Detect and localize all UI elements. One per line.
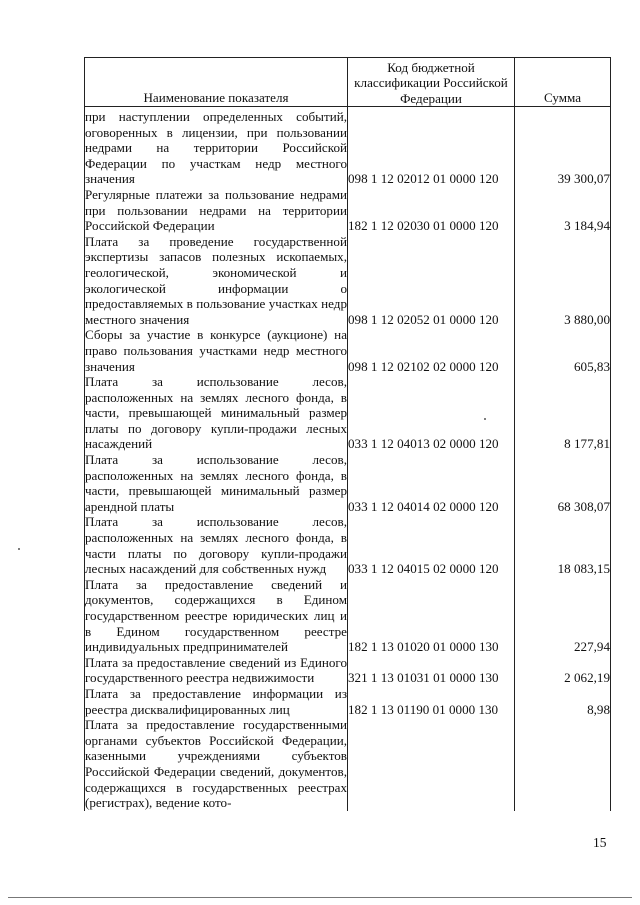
table-row (85, 452, 611, 514)
row-code: 321 1 13 01031 01 0000 130 (348, 655, 515, 686)
row-sum: 605,83 (515, 327, 611, 374)
table-row (85, 514, 611, 576)
table-row (85, 107, 611, 187)
row-code: 033 1 12 04013 02 0000 120 (348, 374, 515, 452)
row-code: 098 1 12 02012 01 0000 120 (348, 107, 515, 187)
row-code: 033 1 12 04014 02 0000 120 (348, 452, 515, 514)
row-name: Плата за использование лесов, расположенных на землях лесного фонда, в части платы по договору купли-продажи лесных насаждений для собственных нужд (85, 514, 347, 577)
table-row (85, 577, 611, 655)
row-name: Плата за предоставление сведений и документов, содержащихся в Едином государственном реестре юридических лиц и в Едином государственном реестре индивидуальных предпринимателей (85, 576, 347, 655)
page-number: 15 (593, 835, 607, 850)
table-row (85, 374, 611, 452)
table-row (85, 717, 611, 811)
row-name: Плата за предоставление информации из реестра дисквалифицированных лиц (85, 685, 347, 717)
scan-speck (484, 418, 486, 420)
row-name: Регулярные платежи за пользование недрами при пользовании недрами на территории Российской Федерации (85, 186, 347, 234)
row-name: Плата за предоставление государственными органами субъектов Российской Федерации, казенными учреждениями субъектов Российской Федерации сведений, документов, содержащихся в государственных реестрах (регистрах), ведение кото- (85, 717, 347, 811)
row-name: при наступлении определенных событий, оговоренных в лицензии, при пользовании недрами на территории Российской Федерации по участкам недр местного значения (85, 107, 348, 187)
row-code: 182 1 13 01190 01 0000 130 (348, 686, 515, 717)
header-code: Код бюджетной классификации Российской Федерации (348, 58, 515, 107)
row-code (348, 717, 515, 811)
row-sum: 3 184,94 (515, 187, 611, 234)
row-name: Сборы за участие в конкурсе (аукционе) на право пользования участками недр местного значения (85, 327, 347, 374)
row-sum: 39 300,07 (515, 107, 611, 187)
table-row (85, 187, 611, 234)
row-name: Плата за предоставление сведений из Единого государственного реестра недвижимости (85, 654, 347, 686)
table-row (85, 234, 611, 328)
row-code: 182 1 13 01020 01 0000 130 (348, 577, 515, 655)
budget-table (84, 57, 611, 811)
row-sum: 68 308,07 (515, 452, 611, 514)
header-sum: Сумма (515, 58, 611, 107)
row-name: Плата за использование лесов, расположенных на землях лесного фонда, в части, превышающей минимальный размер платы по договору купли-продажи лесных насаждений (85, 374, 347, 452)
scan-edge-line (8, 897, 632, 898)
row-sum: 8 177,81 (515, 374, 611, 452)
row-code: 098 1 12 02102 02 0000 120 (348, 327, 515, 374)
row-sum: 227,94 (515, 577, 611, 655)
table-row (85, 655, 611, 686)
table-row (85, 327, 611, 374)
row-sum: 18 083,15 (515, 514, 611, 576)
table-row (85, 686, 611, 717)
row-code: 098 1 12 02052 01 0000 120 (348, 234, 515, 328)
row-sum (515, 717, 611, 811)
row-sum: 3 880,00 (515, 234, 611, 328)
table-header-row (85, 58, 611, 107)
row-sum: 2 062,19 (515, 655, 611, 686)
header-name: Наименование показателя (85, 58, 348, 107)
row-code: 182 1 12 02030 01 0000 120 (348, 187, 515, 234)
row-code: 033 1 12 04015 02 0000 120 (348, 514, 515, 576)
row-name: Плата за проведение государственной экспертизы запасов полезных ископаемых, геологической, экономической и экологической информации о предоставляемых в пользование участках недр местного значения (85, 233, 347, 327)
row-sum: 8,98 (515, 686, 611, 717)
row-name: Плата за использование лесов, расположенных на землях лесного фонда, в части, превышающей минимальный размер арендной платы (85, 452, 347, 514)
scan-speck (18, 548, 20, 550)
